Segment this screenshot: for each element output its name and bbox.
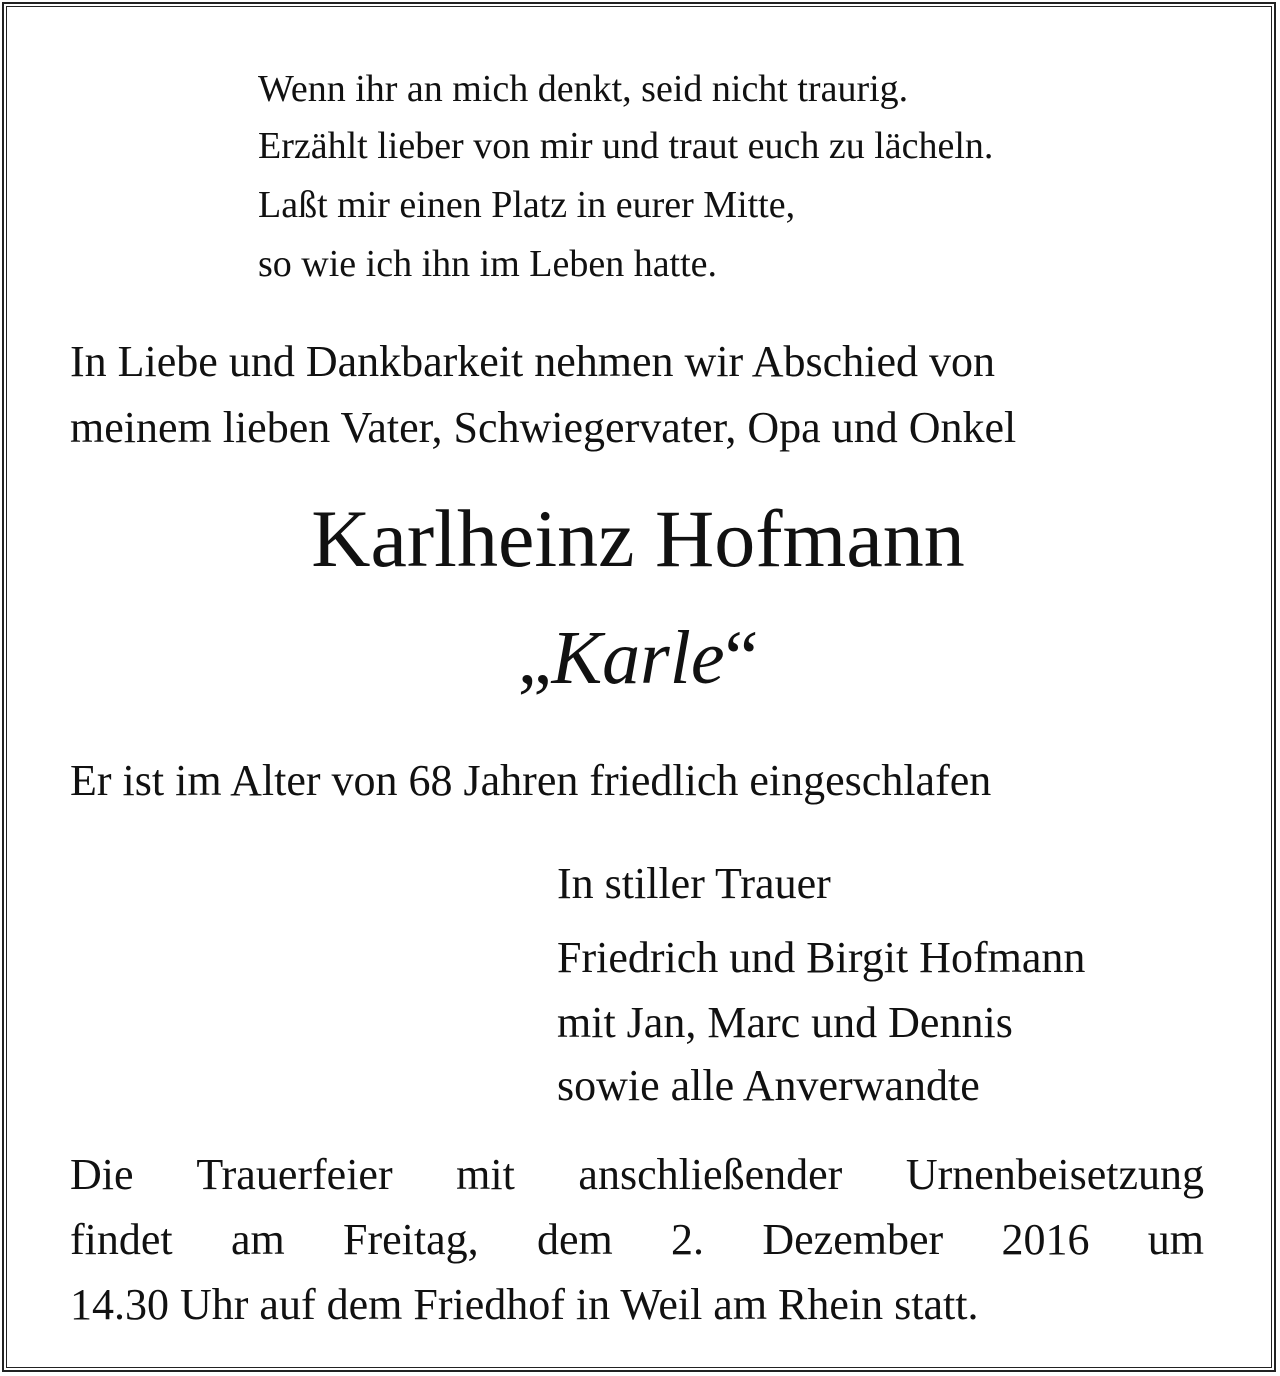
nickname-open-quote: „ xyxy=(517,616,552,700)
intro-line-1: In Liebe und Dankbarkeit nehmen wir Abschied von xyxy=(70,337,995,386)
age-line: Er ist im Alter von 68 Jahren friedlich eingeschlafen xyxy=(70,756,992,805)
nickname-close-quote: “ xyxy=(724,616,759,700)
mourners-line-3: sowie alle Anverwandte xyxy=(557,1061,980,1110)
funeral-line-1: Die Trauerfeier mit anschließender Urnenbeisetzung xyxy=(70,1150,1204,1199)
mourners-heading: In stiller Trauer xyxy=(557,859,831,908)
mourners-line-2: mit Jan, Marc und Dennis xyxy=(557,998,1013,1047)
poem-line-1: Wenn ihr an mich denkt, seid nicht traurig. xyxy=(258,68,909,110)
poem-line-3: Laßt mir einen Platz in eurer Mitte, xyxy=(258,184,796,226)
intro-line-2: meinem lieben Vater, Schwiegervater, Opa und Onkel xyxy=(70,403,1017,452)
funeral-line-3: 14.30 Uhr auf dem Friedhof in Weil am Rhein statt. xyxy=(70,1280,979,1329)
mourners-line-1: Friedrich und Birgit Hofmann xyxy=(557,933,1086,982)
deceased-nickname xyxy=(0,616,1276,700)
funeral-line-2: findet am Freitag, dem 2. Dezember 2016 um xyxy=(70,1215,1204,1264)
nickname-text: Karle xyxy=(551,616,725,700)
poem-line-4: so wie ich ihn im Leben hatte. xyxy=(258,243,718,285)
poem-line-2: Erzählt lieber von mir und traut euch zu lächeln. xyxy=(258,125,994,167)
deceased-name: Karlheinz Hofmann xyxy=(311,493,965,584)
